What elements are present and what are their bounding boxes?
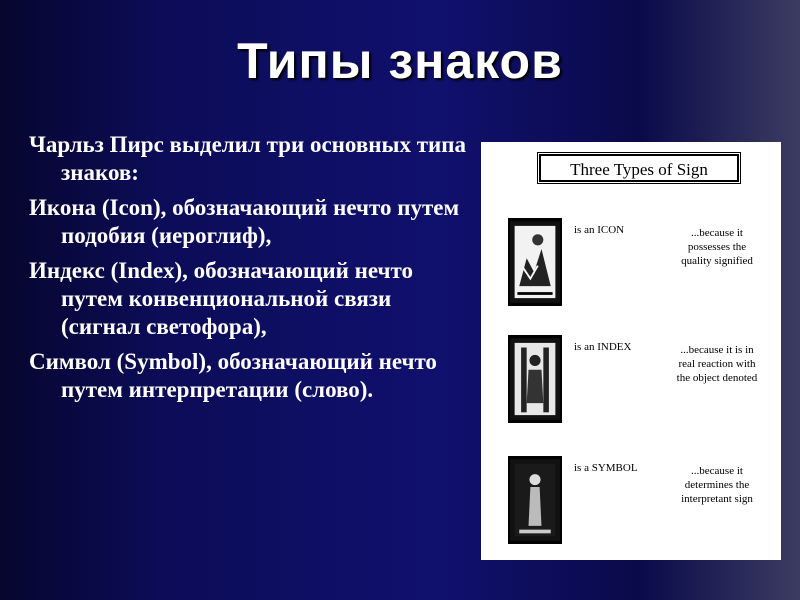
row-description-line: ...because it: [691, 227, 743, 239]
row-description-line: interpretant sign: [681, 493, 753, 505]
row-label: is an ICON: [574, 224, 625, 236]
bullet-list: [29, 131, 474, 411]
row-description-line: ...because it: [691, 465, 743, 477]
index-row: [481, 335, 781, 425]
tarot-card-index-image: [508, 335, 562, 423]
bullet-item: Индекс (Index), обозначающий нечто путем конвенциональной связи (сигнал светофора),: [29, 258, 414, 339]
bullet-item: Чарльз Пирс выделил три основных типа знаков:: [29, 132, 467, 185]
row-description-line: quality signified: [681, 255, 753, 267]
row-description: [657, 343, 777, 385]
figure-title: Three Types of Sign: [539, 154, 739, 182]
row-description: [657, 464, 777, 506]
card-illustration-icon: [510, 458, 560, 542]
row-label: is a SYMBOL: [574, 462, 638, 474]
row-description-line: possesses the: [687, 241, 747, 253]
row-description-line: real reaction with: [678, 358, 756, 370]
row-description-line: determines the: [684, 479, 750, 491]
tarot-card-symbol-image: [508, 456, 562, 544]
card-illustration-icon: [510, 337, 560, 421]
icon-row: [481, 218, 781, 308]
row-description-line: the object denoted: [676, 372, 758, 384]
slide-title: Типы знаков: [237, 33, 563, 89]
bullet-item: Символ (Symbol), обозначающий нечто путем интерпретации (слово).: [29, 349, 437, 402]
row-label: is an INDEX: [574, 341, 632, 353]
symbol-row: [481, 456, 781, 546]
card-illustration-icon: [510, 220, 560, 304]
row-description-line: ...because it is in: [680, 344, 754, 356]
tarot-card-icon-image: [508, 218, 562, 306]
row-description: [657, 226, 777, 268]
sign-types-figure: [481, 142, 781, 560]
bullet-item: Икона (Icon), обозначающий нечто путем подобия (иероглиф),: [29, 195, 460, 248]
